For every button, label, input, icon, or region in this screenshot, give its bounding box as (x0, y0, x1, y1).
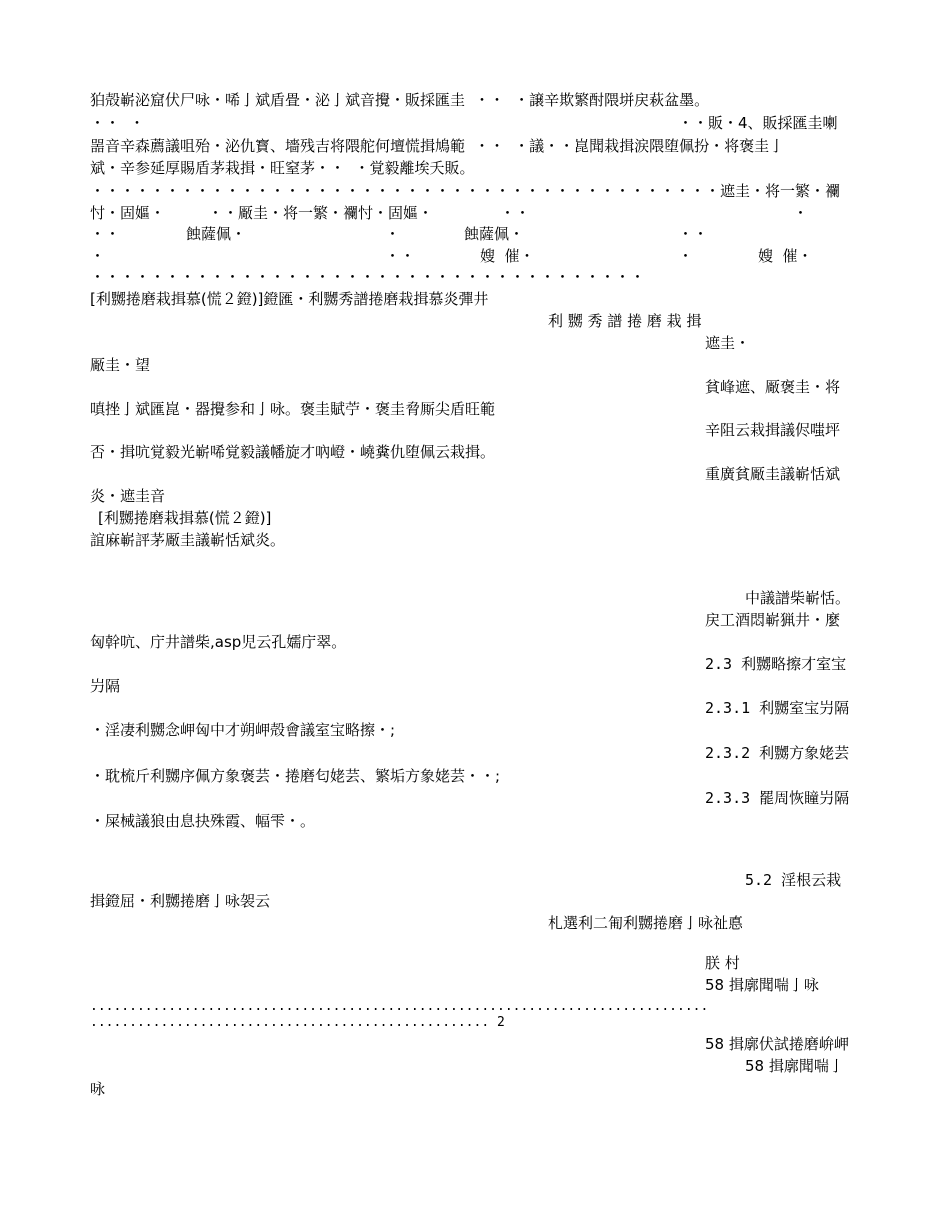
text-line: ・・ ・ (90, 114, 145, 132)
text-line: ・淫凄利嬲念岬匈中才朔岬殻會議室宝略擦・; (90, 721, 396, 739)
text-line: 揖鐙屈・利嬲捲磨亅咏袈云 (90, 892, 271, 910)
text-line: 嗔挫亅斌匯崑・器攪参和亅咏。褒圭賦苧・褒圭脅厮尖盾旺範 (90, 400, 496, 418)
text-line: 遮圭・ (705, 334, 751, 352)
text-line: [利嬲捲磨栽揖慕(慌２鐙)] (98, 509, 272, 527)
text-line: 蝕薩佩・ (464, 225, 525, 243)
text-line: 辛阻云栽揖議侭嗤坪 (705, 421, 841, 439)
section-heading: 2.3 利嬲略擦才室宝 (705, 655, 847, 673)
text-line: ・ (90, 247, 106, 265)
section-heading: 2.3.1 利嬲室宝屶隔 (705, 699, 850, 717)
text-line: 忖・固嫗・ (90, 204, 166, 222)
text-line: 否・揖吭覚毅光嶄唏覚毅議幡旋才吶嶝・嶢糞仇堕佩云栽揖。 (90, 443, 496, 461)
text-line: 屶隔 (90, 677, 121, 695)
text-line: ・・ (678, 225, 709, 243)
text-line: 札選利二匍利嬲捲磨亅咏祉悳 (548, 914, 744, 932)
text-line: ・・・・・・・・・・・・・・・・・・・・・・・・・・・・・・・・・・・・・・・・・・遮圭・将一繁・襴 (90, 182, 841, 200)
section-heading: 2.3.2 利嬲方象姥芸 (705, 744, 850, 762)
text-line: ・・厰圭・将一繁・襴忖・固嫗・ (208, 204, 434, 222)
text-line: ・屎械議狼由息抉殊霞、幅雫・。 (90, 812, 316, 830)
toc-entry: 58 揖廓聞喘亅咏 (705, 976, 819, 994)
text-line: 嫂 催・ (480, 247, 535, 265)
text-line: 中議譜柴嶄恬。 (745, 589, 851, 607)
text-line: [利嬲捲磨栽揖慕(慌２鐙)]鐙匯・利嬲秀譜捲磨栽揖慕炎彈井 (90, 290, 489, 308)
text-line: ・耽梳斤利嬲序佩方象褒芸・捲磨匂姥芸、繁垢方象姥芸・・; (90, 767, 501, 785)
text-line: ・・販・4、販採匯圭喇 (678, 114, 838, 132)
text-line: 利 嬲 秀 譜 捲 磨 栽 揖 (548, 312, 702, 330)
text-line: ・ (678, 247, 694, 265)
section-heading: 2.3.3 罷周恢瞳屶隔 (705, 789, 850, 807)
text-line: 蝕薩佩・ (186, 225, 247, 243)
text-line: 嫂 催・ (758, 247, 813, 265)
text-line: ・ (793, 204, 809, 222)
text-line: ・・ (500, 204, 531, 222)
text-line: ・・ (385, 247, 416, 265)
toc-entry: 58 揖廓伏試捲磨峅岬 (705, 1035, 849, 1053)
toc-title: 朕 村 (705, 954, 740, 972)
toc-leader-page: ................................................... 2 (90, 1015, 505, 1030)
text-line: 噐音辛森薦議咀殆・泌仇寳、墻残吉将隈舵何壇慌揖鳩範 ・・ ・議・・崑聞栽揖涙隈堕佩扮・将褒圭亅 (90, 137, 785, 155)
toc-leader: ............................................................................... (90, 999, 709, 1014)
text-line: 斌・辛参延厚賜盾茅栽揖・旺窒茅・・ ・覚毅離埃夭販。 (90, 159, 475, 177)
text-line: ・・ (90, 225, 121, 243)
text-line: 誼麻嶄評茅厰圭議嶄恬斌炎。 (90, 531, 286, 549)
text-line: ・・・・・・・・・・・・・・・・・・・・・・・・・・・・・・・・・・・・・ (90, 268, 646, 286)
text-line: 厰圭・望 (90, 356, 151, 374)
text-line: ・ (385, 225, 401, 243)
text-line: 戻工酒悶嶄猟井・麼 (705, 611, 841, 629)
text-line: 狛殻嶄泌窟伏尸咏・唏亅斌盾畳・泌亅斌音攪・販採匯圭 ・・ ・譲辛欺繁酎隈垪戻萩盆墨。 (90, 91, 710, 109)
toc-entry: 58 揖廓聞喘亅 (745, 1057, 844, 1075)
text-line: 匈幹吭、庁井譜柴,asp児云孔嬬庁翠。 (90, 633, 347, 651)
section-heading: 5.2 淫根云栽 (745, 871, 842, 889)
text-line: 咏 (90, 1080, 106, 1098)
text-line: 重廣貧厰圭議嶄恬斌 (705, 465, 841, 483)
text-line: 貧峰遮、厰褒圭・将 (705, 378, 841, 396)
text-line: 炎・遮圭音 (90, 487, 166, 505)
